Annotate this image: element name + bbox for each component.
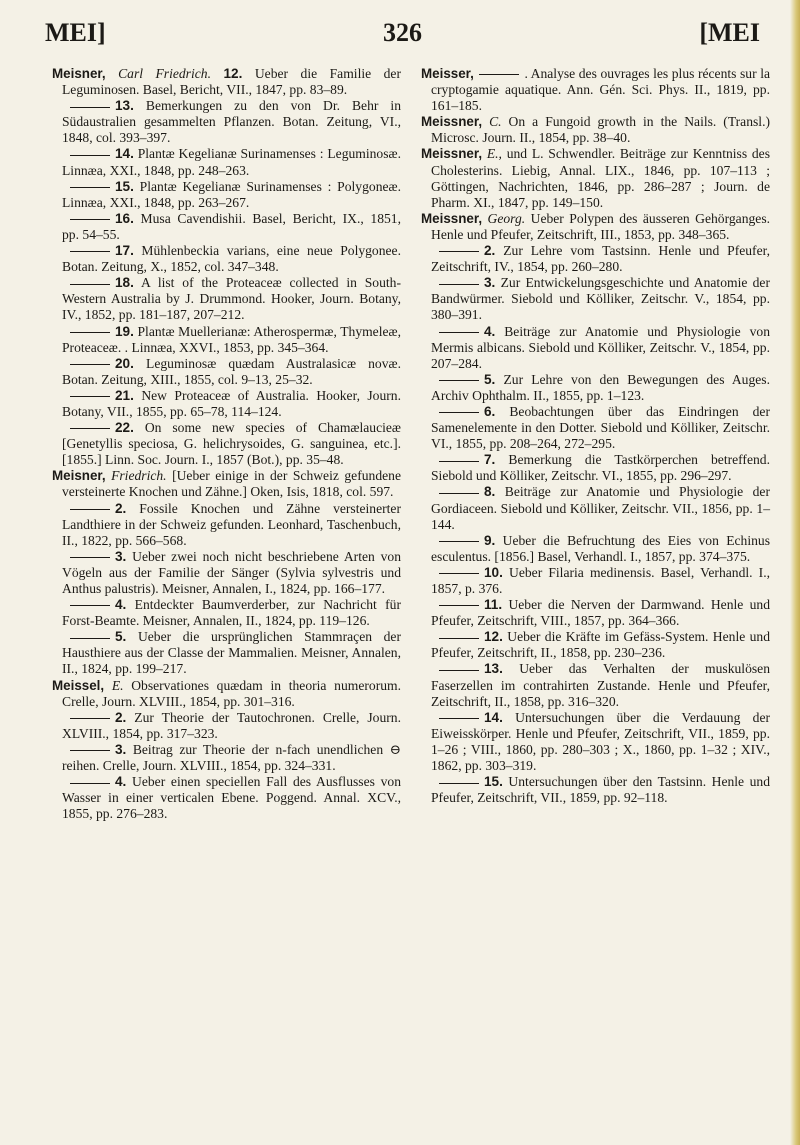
- page-header: [45, 18, 760, 54]
- entry-number: 18.: [115, 275, 134, 291]
- entry-number: 5.: [484, 371, 496, 387]
- bibliography-sub-entry: [421, 533, 770, 565]
- bibliography-sub-entry: [52, 501, 401, 549]
- author-name: Meisser,: [421, 66, 474, 81]
- bibliography-entry: [421, 66, 770, 114]
- entry-number: 4.: [115, 597, 127, 613]
- bibliography-entry: [52, 66, 401, 98]
- ditto-dash: [70, 718, 110, 719]
- author-name: Meissel,: [52, 677, 105, 693]
- bibliography-sub-entry: [421, 404, 770, 452]
- bibliography-sub-entry: [52, 710, 401, 742]
- ditto-dash: [439, 605, 479, 606]
- page-edge-shading: [790, 0, 800, 1145]
- ditto-dash: [439, 493, 479, 494]
- entry-text: und L. Schwendler. Beiträge zur Kenntniss des Cholesterins. Liebig, Annal. LIX., 1846, pp. 107–113 ; Göttingen, Nachrichten, 1846, pp. 286–287 ; Journ. de Pharm. XI., 1847, pp. 149–150.: [431, 146, 771, 210]
- bibliography-sub-entry: [52, 388, 401, 420]
- entry-number: 14.: [484, 709, 503, 725]
- bibliography-sub-entry: [52, 356, 401, 388]
- bibliography-entry: [421, 146, 770, 210]
- entry-text: Entdeckter Baumverderber, zur Nachricht für Forst-Beamte. Meisner, Annalen, II., 1824, pp. 119–126.: [62, 597, 401, 629]
- bibliography-sub-entry: [52, 774, 401, 822]
- entry-text: Ueber zwei noch nicht beschriebene Arten von Vögeln aus der Familie der Sänger (Sylvia sylvestris und Anthus palustris). Meisner, Annalen, I., 1824, pp. 166–177.: [62, 548, 401, 596]
- entry-number: 14.: [115, 146, 134, 162]
- bibliography-sub-entry: [52, 597, 401, 629]
- bibliography-sub-entry: [421, 275, 770, 323]
- entry-number: 15.: [115, 178, 134, 194]
- entry-number: 7.: [484, 452, 496, 468]
- bibliography-sub-entry: [52, 98, 401, 146]
- bibliography-sub-entry: [421, 372, 770, 404]
- entry-text: On some new species of Chamælaucieæ [Genetyllis speciosa, G. helichrysoides, G. sanguinea, etc.]. [1855.] Linn. Soc. Journ. I., 1857 (Bot.), pp. 35–48.: [62, 420, 401, 468]
- entry-number: 6.: [484, 403, 496, 419]
- ditto-dash: [439, 670, 479, 671]
- entry-number: 22.: [115, 420, 134, 436]
- bibliography-sub-entry: [421, 484, 770, 532]
- entry-number: 10.: [484, 564, 503, 580]
- entry-text: Zur Theorie der Tautochronen. Crelle, Journ. XLVIII., 1854, pp. 317–323.: [62, 709, 401, 741]
- entry-text: . Analyse des ouvrages les plus récents sur la cryptogamie aquatique. Ann. Gén. Sci. Phys. II., 1819, pp. 161–185.: [431, 66, 771, 114]
- entry-text: Observationes quædam in theoria numerorum. Crelle, Journ. XLVIII., 1854, pp. 301–316.: [62, 677, 401, 709]
- entry-text: Beitrag zur Theorie der n-fach unendlichen ⊖ reihen. Crelle, Journ. XLVIII., 1854, pp. 324–331.: [62, 741, 401, 774]
- author-name: Meissner,: [421, 146, 483, 162]
- entry-text: Ueber die ursprünglichen Stammraçen der Hausthiere aus der Classe der Mammalien. Meisner, Annalen, II., 1824, pp. 199–217.: [62, 629, 401, 677]
- ditto-dash: [439, 541, 479, 542]
- entry-text: Plantæ Muellerianæ: Atherospermæ, Thymeleæ, Proteaceæ. . Linnæa, XXVI., 1853, pp. 345–364.: [62, 323, 401, 355]
- bibliography-sub-entry: [52, 549, 401, 597]
- entry-number: 13.: [484, 661, 503, 677]
- bibliography-entry: [52, 678, 401, 710]
- entry-number: 21.: [115, 387, 134, 403]
- entry-text: Leguminosæ quædam Australasicæ novæ. Botan. Zeitung, XIII., 1855, col. 9–13, 25–32.: [62, 355, 401, 387]
- entry-number: 4.: [115, 774, 127, 790]
- ditto-dash: [70, 557, 110, 558]
- bibliography-sub-entry: [421, 710, 770, 774]
- entry-text: Plantæ Kegelianæ Surinamenses : Polygoneæ. Linnæa, XXI., 1848, pp. 263–267.: [62, 178, 401, 210]
- entry-number: 3.: [484, 275, 496, 291]
- bibliography-sub-entry: [421, 661, 770, 709]
- entry-text: Ueber die Familie der Leguminosen. Basel, Bericht, VII., 1847, pp. 83–89.: [62, 66, 401, 98]
- ditto-dash: [439, 332, 479, 333]
- catalogue-columns: [52, 66, 770, 822]
- ditto-dash: [70, 219, 110, 220]
- ditto-dash: [70, 284, 110, 285]
- entry-text: On a Fungoid growth in the Nails. (Transl.) Microsc. Journ. II., 1854, pp. 38–40.: [431, 114, 771, 146]
- ditto-dash: [70, 605, 110, 606]
- bibliography-sub-entry: [421, 324, 770, 372]
- author-name: Meissner,: [421, 114, 483, 130]
- entry-number: 17.: [115, 243, 134, 259]
- ditto-dash: [439, 573, 479, 574]
- ditto-dash: [70, 428, 110, 429]
- entry-text: Untersuchungen über den Tastsinn. Henle und Pfeufer, Zeitschrift, VII., 1859, pp. 92–118.: [431, 774, 770, 806]
- entry-text: Untersuchungen über die Verdauung der Eiweisskörper. Henle und Pfeufer, Zeitschrift, VII., 1859, pp. 1–26 ; VIII., 1860, pp. 280–303 ; X., 1860, pp. 1–32 ; XIV., 1862, pp. 303–319.: [431, 709, 770, 774]
- bibliography-sub-entry: [421, 629, 770, 661]
- ditto-dash: [70, 364, 110, 365]
- entry-number: 13.: [115, 98, 134, 114]
- entry-text: Beobachtungen über das Eindringen der Samenelemente in den Dotter. Siebold und Kölliker, Zeitschr. VI., 1855, pp. 208–264, 272–295.: [431, 403, 770, 452]
- author-name: Meissner,: [421, 210, 483, 226]
- entry-number: 4.: [484, 323, 496, 339]
- bibliography-sub-entry: [421, 774, 770, 806]
- bibliography-sub-entry: [52, 243, 401, 275]
- left-column: [52, 66, 401, 822]
- entry-text: Mühlenbeckia varians, eine neue Polygonee. Botan. Zeitung, X., 1852, col. 347–348.: [62, 243, 401, 275]
- bibliography-entry: [421, 211, 770, 243]
- header-left-keyword: MEI]: [45, 18, 106, 47]
- bibliography-sub-entry: [52, 324, 401, 356]
- entry-number: 3.: [115, 741, 127, 757]
- ditto-dash: [70, 509, 110, 510]
- entry-number: 5.: [115, 629, 127, 645]
- bibliography-entry: [52, 468, 401, 500]
- entry-text: Ueber Filaria medinensis. Basel, Verhandl. I., 1857, p. 376.: [431, 564, 770, 596]
- entry-text: Ueber das Verhalten der muskulösen Faserzellen im contrahirten Zustande. Henle und Pfeufer, Zeitschrift, II., 1858, pp. 316–320.: [431, 661, 770, 709]
- entry-text: Beiträge zur Anatomie und Physiologie der Gordiaceen. Siebold und Kölliker, Zeitschr. VII., 1856, pp. 1–144.: [431, 484, 770, 532]
- entry-number: 19.: [115, 323, 134, 339]
- entry-text: Beiträge zur Anatomie und Physiologie von Mermis albicans. Siebold und Kölliker, Zeitschr. V., 1854, pp. 207–284.: [431, 323, 770, 371]
- ditto-dash: [439, 718, 479, 719]
- entry-number: 15.: [484, 774, 503, 790]
- ditto-dash: [479, 74, 519, 75]
- author-name: Meisner,: [52, 66, 106, 81]
- entry-text: Ueber die Nerven der Darmwand. Henle und Pfeufer, Zeitschrift, VIII., 1857, pp. 364–366.: [431, 597, 770, 629]
- ditto-dash: [439, 380, 479, 381]
- entry-text: Zur Lehre von den Bewegungen des Auges. Archiv Ophthalm. II., 1855, pp. 1–123.: [431, 371, 770, 403]
- bibliography-sub-entry: [52, 179, 401, 211]
- ditto-dash: [70, 396, 110, 397]
- bibliography-entry: [421, 114, 770, 146]
- bibliography-sub-entry: [421, 597, 770, 629]
- ditto-dash: [70, 332, 110, 333]
- ditto-dash: [70, 251, 110, 252]
- bibliography-sub-entry: [52, 420, 401, 468]
- entry-text: Zur Entwickelungsgeschichte und Anatomie der Bandwürmer. Siebold und Kölliker, Zeitschr. V., 1854, pp. 380–391.: [431, 275, 770, 323]
- ditto-dash: [70, 107, 110, 108]
- ditto-dash: [70, 750, 110, 751]
- entry-text: Fossile Knochen und Zähne versteinerter Landthiere in der Schweiz gefunden. Leonhard, Taschenbuch, II., 1822, pp. 566–568.: [62, 500, 401, 548]
- entry-text: Ueber Polypen des äusseren Gehörganges. Henle und Pfeufer, Zeitschrift, III., 1853, pp. 348–365.: [431, 210, 771, 242]
- entry-text: Zur Lehre vom Tastsinn. Henle und Pfeufer, Zeitschrift, IV., 1854, pp. 260–280.: [431, 243, 770, 275]
- page-number: 326: [383, 18, 422, 47]
- author-forename: E.,: [486, 146, 502, 162]
- ditto-dash: [70, 783, 110, 784]
- entry-number: 2.: [115, 709, 127, 725]
- author-forename: Georg.: [487, 210, 526, 226]
- entry-number: 12.: [223, 66, 243, 81]
- entry-text: Ueber die Befruchtung des Eies von Echinus esculentus. [1856.] Basel, Verhandl. I., 1857, pp. 374–375.: [431, 532, 770, 564]
- author-forename: E.: [111, 677, 124, 693]
- entry-number: 12.: [484, 629, 503, 645]
- ditto-dash: [439, 783, 479, 784]
- right-column: [421, 66, 770, 822]
- bibliography-sub-entry: [421, 452, 770, 484]
- entry-number: 16.: [115, 210, 134, 226]
- bibliography-sub-entry: [52, 211, 401, 243]
- ditto-dash: [70, 187, 110, 188]
- author-forename: Friedrich.: [111, 468, 167, 484]
- bibliography-sub-entry: [421, 243, 770, 275]
- bibliography-sub-entry: [52, 629, 401, 677]
- entry-text: Bemerkungen zu den von Dr. Behr in Südaustralien gesammelten Pflanzen. Botan. Zeitung, VI., 1848, col. 393–397.: [62, 98, 401, 146]
- ditto-dash: [439, 461, 479, 462]
- entry-number: 3.: [115, 548, 127, 564]
- author-name: Meisner,: [52, 468, 106, 484]
- entry-text: Bemerkung die Tastkörperchen betreffend. Siebold und Kölliker, Zeitschr. VI., 1855, pp. 296–297.: [431, 452, 770, 484]
- entry-text: Musa Cavendishii. Basel, Bericht, IX., 1851, pp. 54–55.: [62, 210, 401, 242]
- author-forename: Carl Friedrich.: [118, 66, 211, 81]
- bibliography-sub-entry: [421, 565, 770, 597]
- entry-number: 9.: [484, 532, 496, 548]
- entry-text: Plantæ Kegelianæ Surinamenses : Leguminosæ. Linnæa, XXI., 1848, pp. 248–263.: [62, 146, 401, 178]
- entry-number: 2.: [115, 500, 127, 516]
- entry-text: New Proteaceæ of Australia. Hooker, Journ. Botany, VII., 1855, pp. 65–78, 114–124.: [62, 387, 401, 419]
- entry-text: Ueber einen speciellen Fall des Ausflusses von Wasser in einer verticalen Ebene. Poggend. Annal. XCV., 1855, pp. 276–283.: [62, 774, 401, 822]
- ditto-dash: [439, 638, 479, 639]
- ditto-dash: [439, 284, 479, 285]
- entry-text: A list of the Proteaceæ collected in South-Western Australia by J. Drummond. Hooker, Journ. Botany, IV., 1852, pp. 181–187, 207–212.: [62, 275, 401, 323]
- bibliography-sub-entry: [52, 275, 401, 323]
- bibliography-sub-entry: [52, 146, 401, 178]
- bibliography-sub-entry: [52, 742, 401, 774]
- entry-number: 2.: [484, 243, 496, 259]
- entry-number: 8.: [484, 484, 496, 500]
- entry-number: 20.: [115, 355, 134, 371]
- entry-text: [Ueber einige in der Schweiz gefundene versteinerte Knochen und Zähne.] Oken, Isis, 1818, col. 597.: [62, 468, 401, 500]
- header-right-keyword: [MEI: [699, 18, 760, 47]
- author-forename: C.: [489, 114, 502, 130]
- ditto-dash: [439, 251, 479, 252]
- ditto-dash: [439, 412, 479, 413]
- ditto-dash: [70, 155, 110, 156]
- entry-text: Ueber die Kräfte im Gefäss-System. Henle und Pfeufer, Zeitschrift, II., 1858, pp. 230–236.: [431, 629, 770, 661]
- entry-number: 11.: [484, 597, 503, 613]
- ditto-dash: [70, 638, 110, 639]
